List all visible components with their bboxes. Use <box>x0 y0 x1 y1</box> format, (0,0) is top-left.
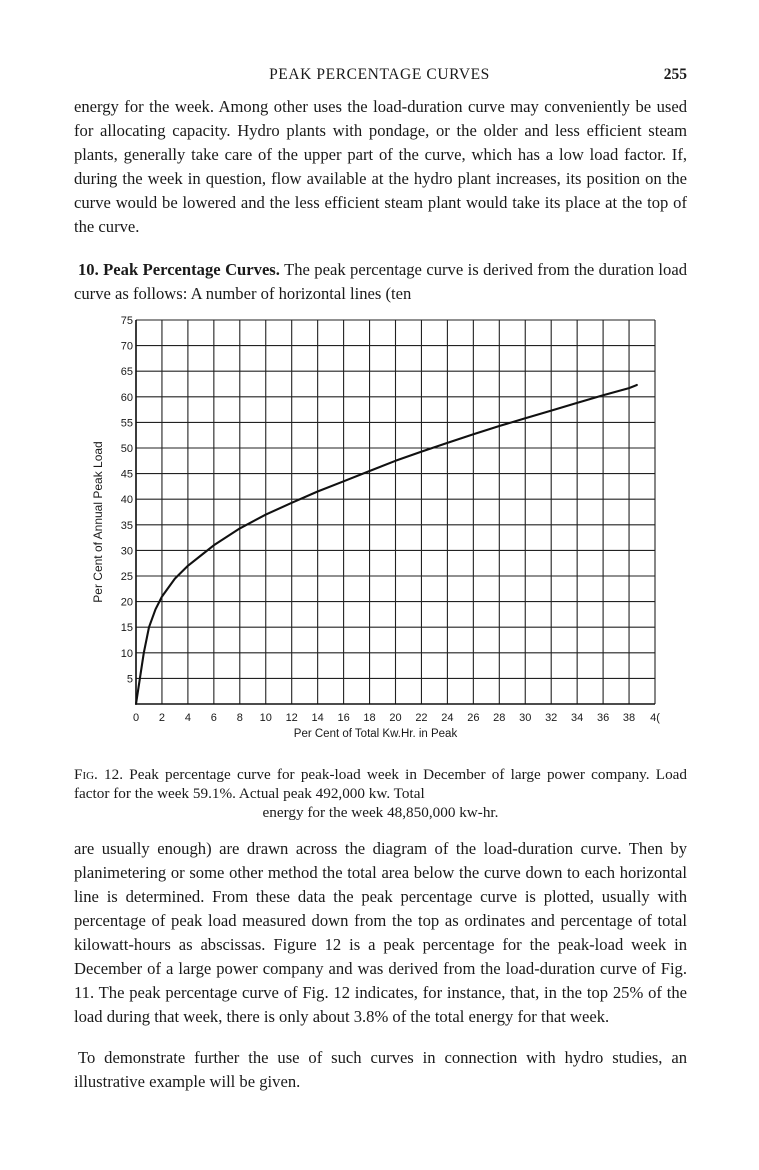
caption-label: Fig. 12. <box>74 766 124 783</box>
y-tick-label: 10 <box>120 647 133 660</box>
running-header <box>0 66 759 90</box>
y-tick-label: 70 <box>120 340 133 353</box>
x-tick-label: 12 <box>285 712 298 724</box>
y-tick-label: 55 <box>120 417 133 430</box>
y-tick-label: 5 <box>126 673 133 686</box>
x-axis-label: Per Cent of Total Kw.Hr. in Peak <box>293 728 458 740</box>
paragraph-1: energy for the week. Among other uses the load-duration curve may conveniently be used for allocating capacity. Hydro plants with pondage, or the older and less efficient steam plants, generally take care of the upper part of the curve, which has a low load factor. If, during the week in question, flow available at the hydro plant increases, its position on the curve would be lowered and the less efficient steam plant would take its place at the top of the curve. <box>74 97 687 236</box>
x-tick-label: 28 <box>493 712 506 724</box>
x-tick-label: 6 <box>210 712 217 724</box>
x-tick-label: 10 <box>259 712 272 724</box>
x-tick-label: 36 <box>596 712 610 724</box>
y-tick-label: 30 <box>120 545 133 558</box>
x-tick-label: 16 <box>337 712 350 724</box>
y-tick-label: 35 <box>120 519 133 532</box>
caption-tail: energy for the week 48,850,000 kw-hr. <box>262 804 499 821</box>
x-tick-label: 20 <box>389 712 402 724</box>
x-tick-label: 8 <box>236 712 243 724</box>
paragraph-4: To demonstrate further the use of such curves in connection with hydro studies, an illustrative example will be given. <box>74 1048 687 1091</box>
section-heading: 10. Peak Percentage Curves. <box>78 260 280 279</box>
x-tick-label: 2 <box>158 712 166 724</box>
paragraph-2-body: The peak percentage curve is derived from the duration load curve as follows: A number of horizontal lines (ten <box>74 260 687 303</box>
caption-text: Peak percentage curve for peak-load week in December of large power company. Load factor for the week 59.1%. Actual peak 492,000 kw. Total <box>74 766 688 802</box>
x-tick-label: 24 <box>441 712 454 724</box>
y-tick-label: 50 <box>120 443 133 455</box>
x-tick-label: 26 <box>467 712 480 724</box>
x-tick-label: 38 <box>622 712 636 724</box>
x-tick-label: 22 <box>415 712 428 724</box>
peak-percentage-curve <box>136 385 637 704</box>
y-tick-label: 65 <box>120 366 133 379</box>
y-tick-label: 75 <box>120 315 133 327</box>
peak-percentage-chart <box>80 312 680 760</box>
x-tick-label: 30 <box>519 712 532 724</box>
y-tick-label: 60 <box>120 391 133 404</box>
y-tick-label: 40 <box>120 494 133 507</box>
page-number: 255 <box>663 66 687 83</box>
x-tick-label: 14 <box>311 712 324 724</box>
y-tick-label: 25 <box>120 571 133 583</box>
running-title: PEAK PERCENTAGE CURVES <box>269 66 490 83</box>
x-tick-label: 4 <box>184 712 191 724</box>
x-tick-label: 0 <box>132 712 140 724</box>
x-tick-label: 4( <box>650 712 660 724</box>
y-tick-label: 45 <box>120 468 133 481</box>
paragraph-2 <box>74 258 687 306</box>
figure-caption <box>74 765 687 822</box>
y-tick-label: 20 <box>120 596 133 609</box>
figure-12 <box>80 312 680 760</box>
x-tick-label: 34 <box>571 712 584 724</box>
y-tick-label: 15 <box>120 622 133 635</box>
x-tick-label: 32 <box>545 712 558 724</box>
paragraph-3: are usually enough) are drawn across the diagram of the load-duration curve. Then by planimetering or some other method the total area below the curve down to each horizontal line is determined. From these data the peak percentage curve is plotted, usually with percentage of peak load measured down from the top as ordinates and percentage of total kilowatt-hours as abscissas. Figure 12 is a peak percentage for the peak-load week in December of a large power company and was derived from the load-duration curve of Fig. 11. The peak percentage curve of Fig. 12 indicates, for instance, that, in the top 25% of the load during that week, there is only about 3.8% of the total energy for that week. <box>74 839 687 1026</box>
y-axis-label: Per Cent of Annual Peak Load <box>91 441 105 603</box>
x-tick-label: 18 <box>363 712 376 724</box>
